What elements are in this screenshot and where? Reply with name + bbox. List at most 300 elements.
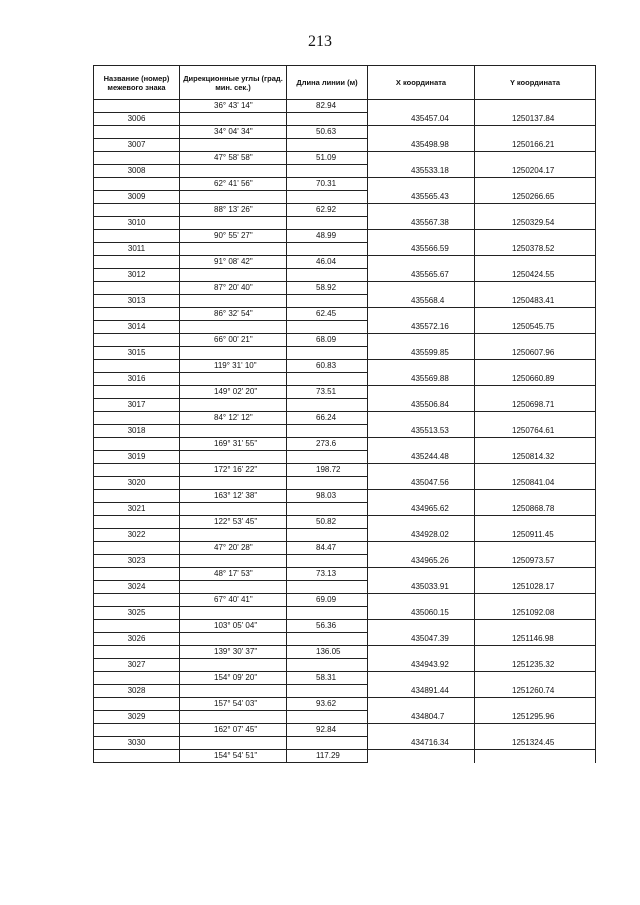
line-length-cell (287, 347, 368, 360)
y-coordinate-cell: 1250814.32 (475, 451, 596, 464)
direction-angle-cell (180, 529, 287, 542)
table-row (94, 698, 596, 711)
table-row (94, 256, 596, 269)
direction-angle-cell (180, 737, 287, 750)
marker-name-cell: 3025 (94, 607, 180, 620)
y-coordinate-cell: 1250607.96 (475, 347, 596, 360)
table-row (94, 230, 596, 243)
x-coordinate-cell: 434928.02 (368, 529, 475, 542)
line-length-cell: 56.36 (287, 620, 368, 633)
direction-angle-cell: 36° 43' 14" (180, 100, 287, 113)
y-coordinate-cell: 1251235.32 (475, 659, 596, 672)
marker-name-cell (94, 204, 180, 217)
line-length-cell: 46.04 (287, 256, 368, 269)
x-coordinate-cell (368, 542, 475, 555)
table-row (94, 529, 596, 542)
table-row (94, 711, 596, 724)
table-header-row (94, 66, 596, 100)
table-row (94, 568, 596, 581)
table-row (94, 217, 596, 230)
header-direction-angle: Дирекционные углы (град. мин. сек.) (180, 66, 287, 100)
line-length-cell: 273.6 (287, 438, 368, 451)
line-length-cell (287, 737, 368, 750)
direction-angle-cell: 149° 02' 20" (180, 386, 287, 399)
marker-name-cell: 3024 (94, 581, 180, 594)
marker-name-cell: 3011 (94, 243, 180, 256)
line-length-cell: 58.31 (287, 672, 368, 685)
marker-name-cell: 3022 (94, 529, 180, 542)
table-body (94, 100, 596, 763)
table-row (94, 490, 596, 503)
x-coordinate-cell (368, 438, 475, 451)
x-coordinate-cell: 435569.88 (368, 373, 475, 386)
y-coordinate-cell (475, 646, 596, 659)
marker-name-cell: 3007 (94, 139, 180, 152)
y-coordinate-cell (475, 594, 596, 607)
line-length-cell (287, 269, 368, 282)
table-row (94, 516, 596, 529)
marker-name-cell: 3029 (94, 711, 180, 724)
direction-angle-cell (180, 633, 287, 646)
x-coordinate-cell (368, 490, 475, 503)
y-coordinate-cell (475, 464, 596, 477)
line-length-cell: 62.45 (287, 308, 368, 321)
line-length-cell: 60.83 (287, 360, 368, 373)
table-row (94, 646, 596, 659)
x-coordinate-cell: 435244.48 (368, 451, 475, 464)
table-row (94, 672, 596, 685)
line-length-cell (287, 477, 368, 490)
marker-name-cell (94, 750, 180, 763)
direction-angle-cell (180, 503, 287, 516)
y-coordinate-cell: 1250868.78 (475, 503, 596, 516)
y-coordinate-cell (475, 178, 596, 191)
x-coordinate-cell: 434891.44 (368, 685, 475, 698)
line-length-cell (287, 191, 368, 204)
y-coordinate-cell (475, 620, 596, 633)
table-row (94, 503, 596, 516)
x-coordinate-cell: 435060.15 (368, 607, 475, 620)
marker-name-cell (94, 308, 180, 321)
marker-name-cell (94, 386, 180, 399)
x-coordinate-cell (368, 412, 475, 425)
y-coordinate-cell: 1250424.55 (475, 269, 596, 282)
y-coordinate-cell (475, 412, 596, 425)
table-row (94, 542, 596, 555)
table-row (94, 737, 596, 750)
table-row (94, 269, 596, 282)
y-coordinate-cell (475, 100, 596, 113)
table-row (94, 295, 596, 308)
y-coordinate-cell (475, 490, 596, 503)
direction-angle-cell (180, 659, 287, 672)
table-row (94, 464, 596, 477)
x-coordinate-cell (368, 100, 475, 113)
x-coordinate-cell (368, 178, 475, 191)
x-coordinate-cell: 434965.62 (368, 503, 475, 516)
direction-angle-cell (180, 165, 287, 178)
line-length-cell (287, 503, 368, 516)
marker-name-cell: 3021 (94, 503, 180, 516)
y-coordinate-cell (475, 672, 596, 685)
direction-angle-cell (180, 581, 287, 594)
marker-name-cell: 3026 (94, 633, 180, 646)
direction-angle-cell: 66° 00' 21" (180, 334, 287, 347)
marker-name-cell (94, 646, 180, 659)
header-marker-name: Название (номер) межевого знака (94, 66, 180, 100)
table-row (94, 152, 596, 165)
direction-angle-cell (180, 685, 287, 698)
boundary-markers-table (93, 65, 596, 763)
line-length-cell: 50.82 (287, 516, 368, 529)
marker-name-cell (94, 490, 180, 503)
y-coordinate-cell: 1250911.45 (475, 529, 596, 542)
y-coordinate-cell: 1250137.84 (475, 113, 596, 126)
table-row (94, 126, 596, 139)
table-row (94, 620, 596, 633)
y-coordinate-cell: 1251295.96 (475, 711, 596, 724)
marker-name-cell (94, 568, 180, 581)
y-coordinate-cell: 1250483.41 (475, 295, 596, 308)
marker-name-cell (94, 282, 180, 295)
x-coordinate-cell: 435565.67 (368, 269, 475, 282)
line-length-cell (287, 165, 368, 178)
line-length-cell (287, 685, 368, 698)
x-coordinate-cell: 435047.56 (368, 477, 475, 490)
y-coordinate-cell: 1250660.89 (475, 373, 596, 386)
y-coordinate-cell: 1250378.52 (475, 243, 596, 256)
table-row (94, 373, 596, 386)
x-coordinate-cell: 434943.92 (368, 659, 475, 672)
y-coordinate-cell (475, 126, 596, 139)
direction-angle-cell: 154° 09' 20" (180, 672, 287, 685)
x-coordinate-cell (368, 698, 475, 711)
x-coordinate-cell (368, 308, 475, 321)
page-number: 213 (308, 33, 332, 50)
marker-name-cell (94, 152, 180, 165)
y-coordinate-cell (475, 308, 596, 321)
line-length-cell: 68.09 (287, 334, 368, 347)
table-row (94, 243, 596, 256)
table-row (94, 451, 596, 464)
table-row (94, 308, 596, 321)
line-length-cell (287, 399, 368, 412)
x-coordinate-cell: 435033.91 (368, 581, 475, 594)
y-coordinate-cell (475, 282, 596, 295)
direction-angle-cell: 169° 31' 55" (180, 438, 287, 451)
table-row (94, 360, 596, 373)
line-length-cell: 98.03 (287, 490, 368, 503)
x-coordinate-cell: 435568.4 (368, 295, 475, 308)
line-length-cell (287, 607, 368, 620)
direction-angle-cell (180, 191, 287, 204)
line-length-cell (287, 295, 368, 308)
x-coordinate-cell: 435565.43 (368, 191, 475, 204)
table-row (94, 113, 596, 126)
marker-name-cell (94, 698, 180, 711)
x-coordinate-cell: 435498.98 (368, 139, 475, 152)
marker-name-cell (94, 334, 180, 347)
marker-name-cell (94, 100, 180, 113)
x-coordinate-cell (368, 386, 475, 399)
x-coordinate-cell (368, 126, 475, 139)
direction-angle-cell (180, 113, 287, 126)
x-coordinate-cell (368, 646, 475, 659)
y-coordinate-cell: 1250329.54 (475, 217, 596, 230)
y-coordinate-cell (475, 360, 596, 373)
table-row (94, 477, 596, 490)
line-length-cell (287, 243, 368, 256)
line-length-cell (287, 373, 368, 386)
marker-name-cell: 3014 (94, 321, 180, 334)
line-length-cell: 198.72 (287, 464, 368, 477)
direction-angle-cell: 122° 53' 45" (180, 516, 287, 529)
line-length-cell (287, 217, 368, 230)
x-coordinate-cell (368, 568, 475, 581)
direction-angle-cell: 48° 17' 53" (180, 568, 287, 581)
x-coordinate-cell (368, 672, 475, 685)
y-coordinate-cell (475, 204, 596, 217)
marker-name-cell (94, 438, 180, 451)
x-coordinate-cell (368, 204, 475, 217)
x-coordinate-cell: 435572.16 (368, 321, 475, 334)
y-coordinate-cell: 1250204.17 (475, 165, 596, 178)
x-coordinate-cell: 435457.04 (368, 113, 475, 126)
x-coordinate-cell: 435567.38 (368, 217, 475, 230)
marker-name-cell (94, 256, 180, 269)
line-length-cell: 82.94 (287, 100, 368, 113)
direction-angle-cell (180, 269, 287, 282)
direction-angle-cell (180, 217, 287, 230)
table-row (94, 425, 596, 438)
line-length-cell (287, 555, 368, 568)
table-row (94, 100, 596, 113)
y-coordinate-cell: 1251028.17 (475, 581, 596, 594)
y-coordinate-cell: 1251092.08 (475, 607, 596, 620)
line-length-cell (287, 581, 368, 594)
y-coordinate-cell (475, 230, 596, 243)
line-length-cell (287, 139, 368, 152)
y-coordinate-cell: 1251324.45 (475, 737, 596, 750)
line-length-cell (287, 711, 368, 724)
marker-name-cell: 3008 (94, 165, 180, 178)
line-length-cell (287, 633, 368, 646)
table-row (94, 165, 596, 178)
table-row (94, 282, 596, 295)
table-row (94, 594, 596, 607)
table-row (94, 139, 596, 152)
marker-name-cell: 3020 (94, 477, 180, 490)
line-length-cell: 93.62 (287, 698, 368, 711)
direction-angle-cell: 119° 31' 10" (180, 360, 287, 373)
y-coordinate-cell (475, 542, 596, 555)
line-length-cell: 73.51 (287, 386, 368, 399)
direction-angle-cell (180, 607, 287, 620)
y-coordinate-cell: 1250973.57 (475, 555, 596, 568)
direction-angle-cell (180, 373, 287, 386)
line-length-cell: 73.13 (287, 568, 368, 581)
x-coordinate-cell: 435599.85 (368, 347, 475, 360)
table-row (94, 750, 596, 763)
table-row (94, 321, 596, 334)
marker-name-cell: 3023 (94, 555, 180, 568)
marker-name-cell (94, 464, 180, 477)
x-coordinate-cell: 435506.84 (368, 399, 475, 412)
x-coordinate-cell (368, 360, 475, 373)
table-row (94, 191, 596, 204)
line-length-cell (287, 659, 368, 672)
marker-name-cell: 3027 (94, 659, 180, 672)
line-length-cell: 50.63 (287, 126, 368, 139)
direction-angle-cell (180, 139, 287, 152)
x-coordinate-cell: 435047.39 (368, 633, 475, 646)
y-coordinate-cell (475, 334, 596, 347)
table-row (94, 347, 596, 360)
y-coordinate-cell (475, 438, 596, 451)
marker-name-cell: 3028 (94, 685, 180, 698)
y-coordinate-cell (475, 698, 596, 711)
direction-angle-cell: 88° 13' 26" (180, 204, 287, 217)
y-coordinate-cell: 1250764.61 (475, 425, 596, 438)
line-length-cell: 70.31 (287, 178, 368, 191)
marker-name-cell: 3015 (94, 347, 180, 360)
marker-name-cell (94, 412, 180, 425)
marker-name-cell: 3019 (94, 451, 180, 464)
marker-name-cell: 3013 (94, 295, 180, 308)
x-coordinate-cell (368, 230, 475, 243)
direction-angle-cell: 84° 12' 12" (180, 412, 287, 425)
direction-angle-cell: 47° 20' 28" (180, 542, 287, 555)
x-coordinate-cell (368, 516, 475, 529)
marker-name-cell (94, 672, 180, 685)
table-row (94, 724, 596, 737)
direction-angle-cell: 67° 40' 41" (180, 594, 287, 607)
line-length-cell (287, 451, 368, 464)
table-row (94, 399, 596, 412)
direction-angle-cell (180, 425, 287, 438)
table-row (94, 581, 596, 594)
marker-name-cell: 3006 (94, 113, 180, 126)
marker-name-cell: 3030 (94, 737, 180, 750)
line-length-cell (287, 113, 368, 126)
header-y-coordinate: Y координата (475, 66, 596, 100)
direction-angle-cell (180, 399, 287, 412)
y-coordinate-cell: 1250545.75 (475, 321, 596, 334)
marker-name-cell: 3017 (94, 399, 180, 412)
y-coordinate-cell: 1250841.04 (475, 477, 596, 490)
y-coordinate-cell (475, 386, 596, 399)
line-length-cell: 92.84 (287, 724, 368, 737)
marker-name-cell (94, 516, 180, 529)
x-coordinate-cell (368, 256, 475, 269)
direction-angle-cell: 172° 16' 22" (180, 464, 287, 477)
x-coordinate-cell (368, 152, 475, 165)
marker-name-cell (94, 178, 180, 191)
y-coordinate-cell: 1251260.74 (475, 685, 596, 698)
x-coordinate-cell: 434965.26 (368, 555, 475, 568)
y-coordinate-cell (475, 568, 596, 581)
x-coordinate-cell (368, 594, 475, 607)
x-coordinate-cell (368, 750, 475, 763)
direction-angle-cell: 139° 30' 37" (180, 646, 287, 659)
line-length-cell: 58.92 (287, 282, 368, 295)
marker-name-cell (94, 724, 180, 737)
line-length-cell: 66.24 (287, 412, 368, 425)
header-x-coordinate: X координата (368, 66, 475, 100)
y-coordinate-cell (475, 516, 596, 529)
marker-name-cell (94, 542, 180, 555)
direction-angle-cell (180, 347, 287, 360)
direction-angle-cell (180, 243, 287, 256)
y-coordinate-cell: 1250698.71 (475, 399, 596, 412)
line-length-cell: 62.92 (287, 204, 368, 217)
line-length-cell (287, 321, 368, 334)
line-length-cell: 69.09 (287, 594, 368, 607)
direction-angle-cell: 154° 54' 51" (180, 750, 287, 763)
marker-name-cell: 3018 (94, 425, 180, 438)
y-coordinate-cell (475, 256, 596, 269)
x-coordinate-cell: 435513.53 (368, 425, 475, 438)
table-row (94, 659, 596, 672)
y-coordinate-cell (475, 750, 596, 763)
direction-angle-cell (180, 451, 287, 464)
y-coordinate-cell (475, 724, 596, 737)
line-length-cell: 117.29 (287, 750, 368, 763)
y-coordinate-cell: 1250266.65 (475, 191, 596, 204)
x-coordinate-cell (368, 620, 475, 633)
direction-angle-cell: 162° 07' 45" (180, 724, 287, 737)
x-coordinate-cell (368, 282, 475, 295)
x-coordinate-cell (368, 334, 475, 347)
line-length-cell: 48.99 (287, 230, 368, 243)
y-coordinate-cell (475, 152, 596, 165)
marker-name-cell: 3012 (94, 269, 180, 282)
x-coordinate-cell (368, 464, 475, 477)
direction-angle-cell (180, 711, 287, 724)
x-coordinate-cell (368, 724, 475, 737)
table-row (94, 438, 596, 451)
y-coordinate-cell: 1250166.21 (475, 139, 596, 152)
marker-name-cell (94, 126, 180, 139)
x-coordinate-cell: 434716.34 (368, 737, 475, 750)
marker-name-cell: 3010 (94, 217, 180, 230)
marker-name-cell (94, 594, 180, 607)
table-row (94, 204, 596, 217)
direction-angle-cell: 163° 12' 38" (180, 490, 287, 503)
direction-angle-cell: 62° 41' 56" (180, 178, 287, 191)
line-length-cell (287, 425, 368, 438)
direction-angle-cell: 103° 05' 04" (180, 620, 287, 633)
line-length-cell: 51.09 (287, 152, 368, 165)
x-coordinate-cell: 435533.18 (368, 165, 475, 178)
table-row (94, 607, 596, 620)
x-coordinate-cell: 434804.7 (368, 711, 475, 724)
line-length-cell (287, 529, 368, 542)
direction-angle-cell: 47° 58' 58" (180, 152, 287, 165)
marker-name-cell (94, 620, 180, 633)
table-row (94, 386, 596, 399)
direction-angle-cell: 90° 55' 27" (180, 230, 287, 243)
marker-name-cell: 3016 (94, 373, 180, 386)
direction-angle-cell: 86° 32' 54" (180, 308, 287, 321)
direction-angle-cell: 34° 04' 34" (180, 126, 287, 139)
table-row (94, 555, 596, 568)
x-coordinate-cell: 435566.59 (368, 243, 475, 256)
table-row (94, 334, 596, 347)
marker-name-cell (94, 360, 180, 373)
direction-angle-cell (180, 295, 287, 308)
table-row (94, 633, 596, 646)
